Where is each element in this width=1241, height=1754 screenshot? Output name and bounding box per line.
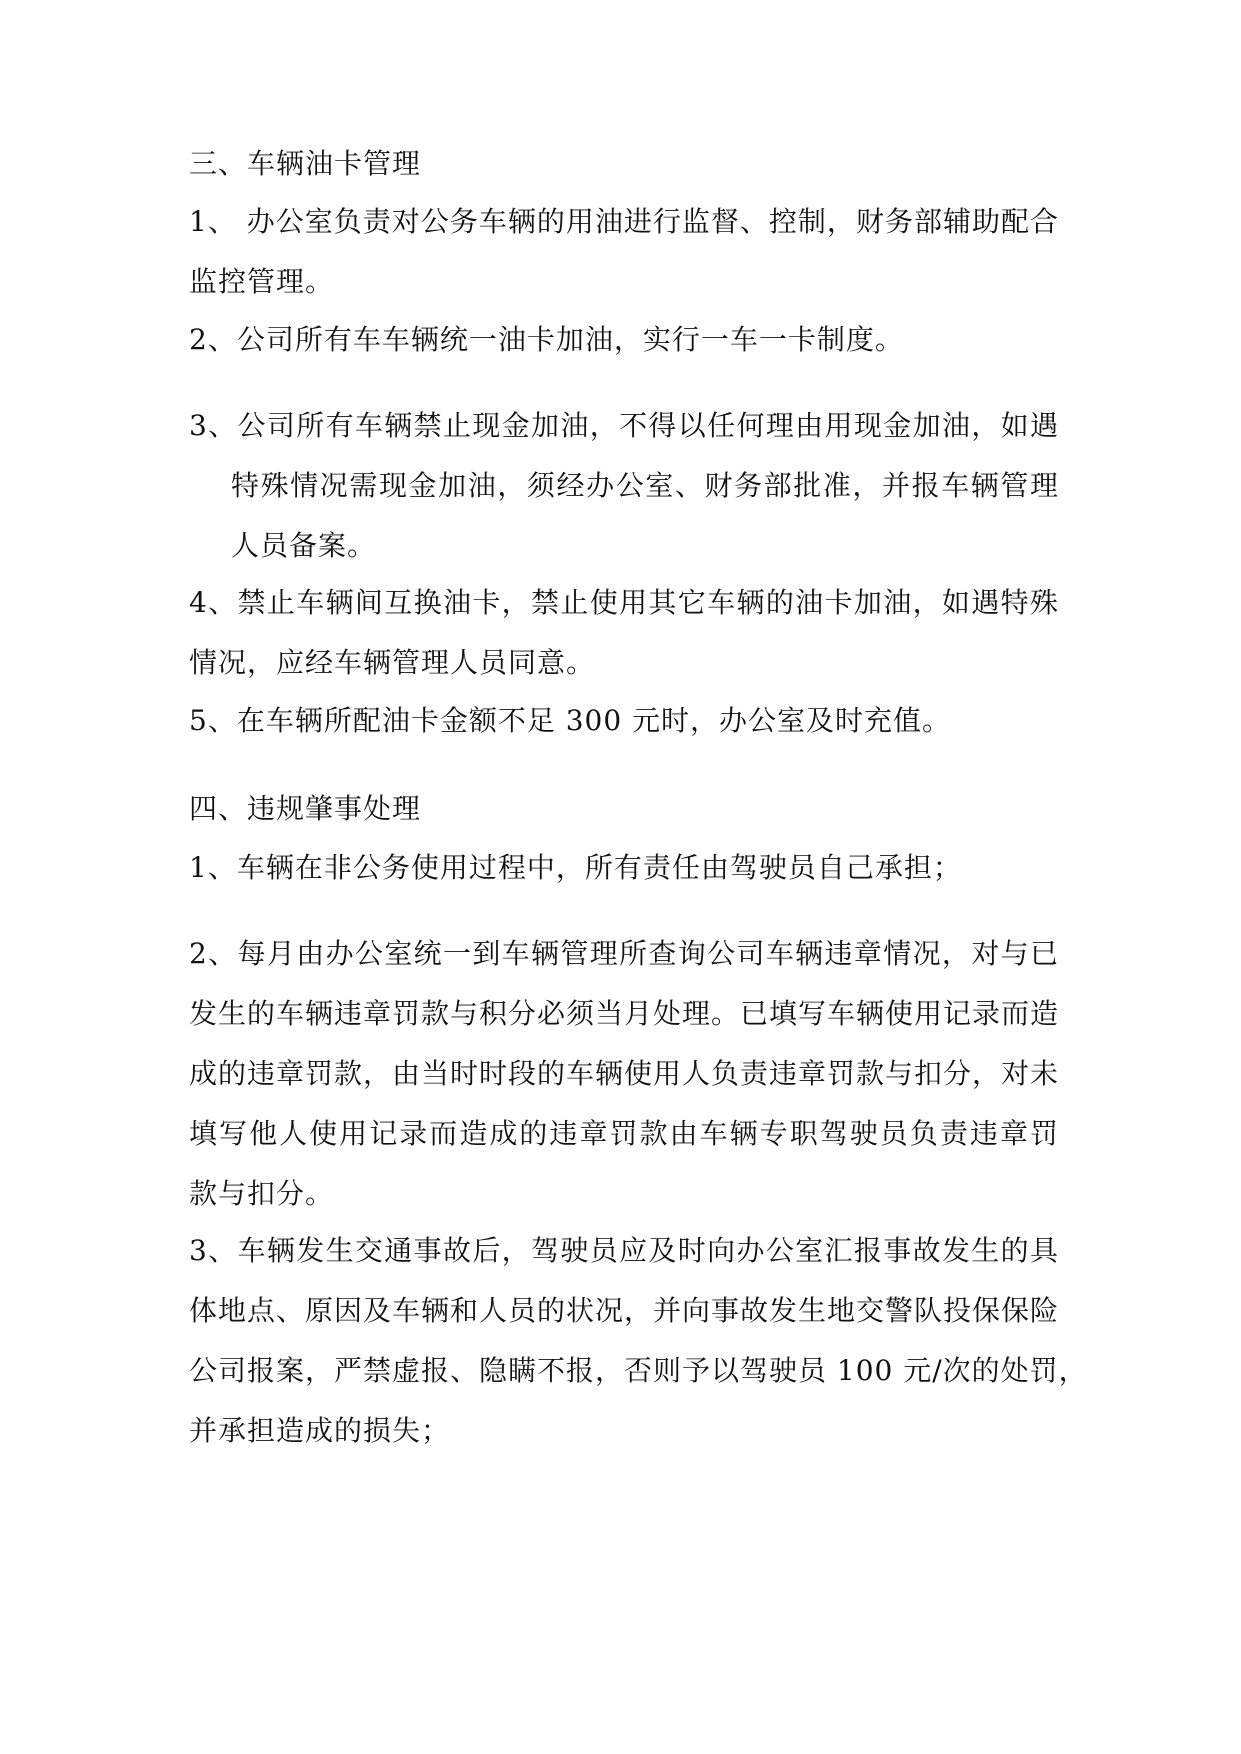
section4-item3-line2: 体地点、原因及车辆和人员的状况，并向事故发生地交警队投保保险: [189, 1294, 1060, 1327]
section3-item4-line1: 4、禁止车辆间互换油卡，禁止使用其它车辆的油卡加油，如遇特殊: [189, 586, 1059, 619]
section3-item2-line1: 2、公司所有车车辆统一油卡加油，实行一车一卡制度。: [189, 323, 904, 356]
section4-item2-line3: 成的违章罚款，由当时时段的车辆使用人负责违章罚款与扣分，对未: [189, 1057, 1060, 1090]
section4-heading: 四、违规肇事处理: [189, 792, 422, 825]
section3-heading: 三、车辆油卡管理: [189, 147, 422, 180]
section4-item3-line4: 并承担造成的损失；: [189, 1414, 451, 1447]
section4-item2-line1: 2、每月由办公室统一到车辆管理所查询公司车辆违章情况，对与已: [189, 937, 1059, 970]
section3-item3-line2: 特殊情况需现金加油，须经办公室、财务部批准，并报车辆管理: [231, 469, 1059, 502]
section3-item3-line3: 人员备案。: [231, 529, 377, 562]
section4-item1-line1: 1、车辆在非公务使用过程中，所有责任由驾驶员自己承担；: [189, 851, 962, 884]
section4-item2-line4: 填写他人使用记录而造成的违章罚款由车辆专职驾驶员负责违章罚: [189, 1117, 1059, 1150]
section4-item2-line2: 发生的车辆违章罚款与积分必须当月处理。已填写车辆使用记录而造: [189, 997, 1060, 1030]
section3-item4-line2: 情况，应经车辆管理人员同意。: [189, 646, 596, 679]
section4-item2-line5: 款与扣分。: [189, 1177, 335, 1210]
section3-item1-line1: 1、 办公室负责对公务车辆的用油进行监督、控制，财务部辅助配合: [189, 205, 1059, 238]
section3-item5-line1: 5、在车辆所配油卡金额不足 300 元时，办公室及时充值。: [189, 704, 952, 737]
section4-item3-line3: 公司报案，严禁虚报、隐瞒不报，否则予以驾驶员 100 元/次的处罚，: [189, 1354, 1088, 1387]
section3-item1-line2: 监控管理。: [189, 265, 335, 298]
section3-item3-line1: 3、公司所有车辆禁止现金加油，不得以任何理由用现金加油，如遇: [189, 409, 1059, 442]
section4-item3-line1: 3、车辆发生交通事故后，驾驶员应及时向办公室汇报事故发生的具: [189, 1234, 1059, 1267]
